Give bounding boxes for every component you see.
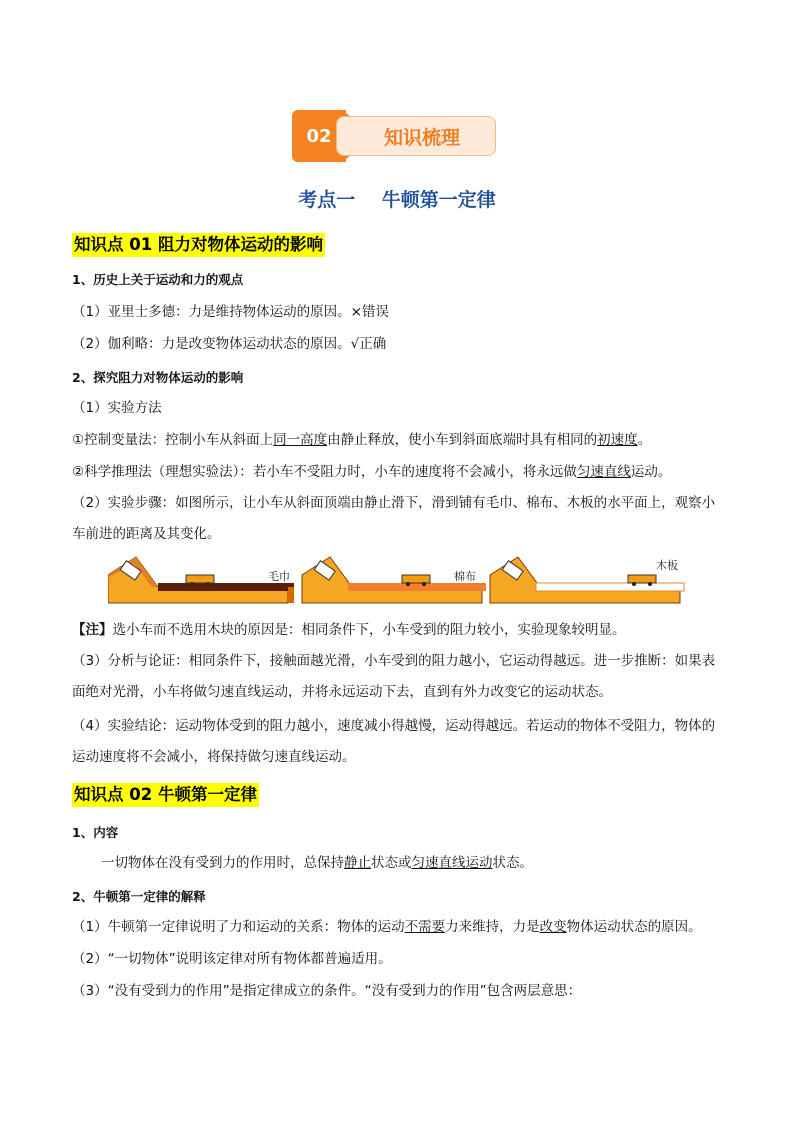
method-heading: （1）实验方法 xyxy=(72,400,162,416)
experiment-steps: （2）实验步骤：如图所示，让小车从斜面顶端由静止滑下，滑到铺有毛巾、棉布、木板的水平面上，观察小车前进的距离及其变化。 xyxy=(72,495,716,542)
fig-label-board: 木板 xyxy=(656,559,678,572)
aristotle-line: （1）亚里士多德：力是维持物体运动的原因。×错误 xyxy=(72,304,389,320)
explanation-1: （1）牛顿第一定律说明了力和运动的关系：物体的运动不需要力来维持，力是改变物体运动状态的原因。 xyxy=(72,919,702,935)
heading-experiment: 2、探究阻力对物体运动的影响 xyxy=(72,370,244,385)
law-content: 一切物体在没有受到力的作用时，总保持静止状态或匀速直线运动状态。 xyxy=(101,855,533,871)
fig-label-towel: 毛巾 xyxy=(268,570,290,583)
page-title: 考点一 牛顿第一定律 xyxy=(298,189,496,211)
analysis-paragraph: （3）分析与论证：相同条件下，接触面越光滑，小车受到的阻力越小，它运动得越远。进一步推断：如果表面绝对光滑，小车将做匀速直线运动，并将永远运动下去，直到有外力改变它的运动状态。 xyxy=(72,653,716,700)
knowledge-point-02-title: 知识点 02 牛顿第一定律 xyxy=(72,783,259,807)
ramp-cotton-setup xyxy=(302,557,486,603)
heading-history: 1、历史上关于运动和力的观点 xyxy=(72,272,244,287)
explanation-2: （2）“一切物体”说明该定律对所有物体都普遍适用。 xyxy=(72,951,392,967)
conclusion-paragraph: （4）实验结论：运动物体受到的阻力越小，速度减小得越慢，运动得越远。若运动的物体不受阻力，物体的运动速度将不会减小，将保持做匀速直线运动。 xyxy=(72,718,716,765)
section-label: 知识梳理 xyxy=(336,116,496,156)
experiment-figure xyxy=(108,553,688,607)
fig-label-cotton: 棉布 xyxy=(454,570,476,583)
ramp-board-setup xyxy=(490,557,684,603)
knowledge-point-01-title: 知识点 01 阻力对物体运动的影响 xyxy=(72,233,325,257)
ramp-towel-setup xyxy=(108,557,294,603)
galileo-line: （2）伽利略：力是改变物体运动状态的原因。√正确 xyxy=(72,336,387,352)
section-badge xyxy=(292,110,499,162)
note-line: 【注】选小车而不选用木块的原因是：相同条件下，小车受到的阻力较小，实验现象较明显。 xyxy=(72,622,626,638)
heading-content: 1、内容 xyxy=(72,825,119,840)
heading-explanation: 2、牛顿第一定律的解释 xyxy=(72,889,206,904)
method-control-variable: ①控制变量法：控制小车从斜面上同一高度由静止释放，使小车到斜面底端时具有相同的初速度。 xyxy=(72,432,652,448)
method-inference: ②科学推理法（理想实验法）：若小车不受阻力时，小车的速度将不会减小，将永远做匀速直线运动。 xyxy=(72,464,672,480)
explanation-3: （3）“没有受到力的作用”是指定律成立的条件。“没有受到力的作用”包含两层意思： xyxy=(72,983,582,999)
section-number: 02 xyxy=(292,110,346,162)
